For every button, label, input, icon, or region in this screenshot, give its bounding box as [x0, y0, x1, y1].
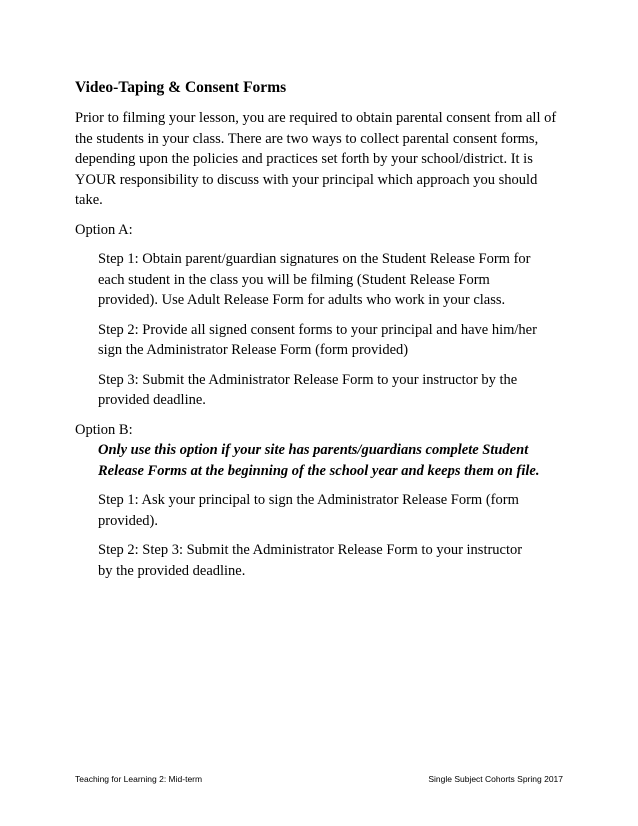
intro-paragraph — [75, 108, 565, 211]
note-line: Release Forms at the beginning of the school year and keeps them on file. — [98, 462, 540, 479]
intro-line: YOUR responsibility to discuss with your principal which approach you should — [75, 171, 538, 188]
option-a-step-2 — [98, 320, 553, 361]
option-b-label: Option B: — [75, 421, 133, 438]
footer-cohort: Single Subject Cohorts Spring 2017 — [428, 774, 563, 784]
step-line: Step 1: Obtain parent/guardian signatures on the Student Release Form for — [98, 251, 531, 267]
option-b-step-1 — [98, 490, 553, 531]
document-title: Video-Taping & Consent Forms — [75, 79, 287, 96]
intro-line: depending upon the policies and practices set forth by your school/district. It is — [75, 151, 533, 167]
step-line: by the provided deadline. — [98, 562, 246, 579]
step-line: provided). Use Adult Release Form for adults who work in your class. — [98, 292, 506, 308]
intro-line: take. — [75, 192, 103, 208]
step-line: provided). — [98, 512, 158, 529]
step-line: Step 3: Submit the Administrator Release Form to your instructor by the — [98, 371, 518, 388]
intro-line: the students in your class. There are two ways to collect parental consent forms, — [75, 130, 539, 147]
document-body — [75, 78, 565, 590]
step-line: Step 2: Provide all signed consent forms to your principal and have him/her — [98, 321, 537, 338]
step-line: Step 2: Step 3: Submit the Administrator Release Form to your instructor — [98, 542, 523, 558]
step-line: each student in the class you will be filming (Student Release Form — [98, 271, 490, 288]
footer-course-title: Teaching for Learning 2: Mid-term — [75, 774, 203, 784]
note-line: Only use this option if your site has parents/guardians complete Student — [98, 442, 529, 458]
option-b-step-2 — [98, 540, 553, 581]
step-line: provided deadline. — [98, 392, 206, 408]
step-line: Step 1: Ask your principal to sign the Administrator Release Form (form — [98, 492, 519, 508]
option-a-step-3 — [98, 370, 553, 411]
option-a-label: Option A: — [75, 221, 133, 238]
intro-line: Prior to filming your lesson, you are required to obtain parental consent from all of — [75, 110, 557, 126]
option-a-step-1 — [98, 249, 553, 311]
option-b-note — [98, 440, 553, 481]
step-line: sign the Administrator Release Form (form provided) — [98, 342, 409, 358]
